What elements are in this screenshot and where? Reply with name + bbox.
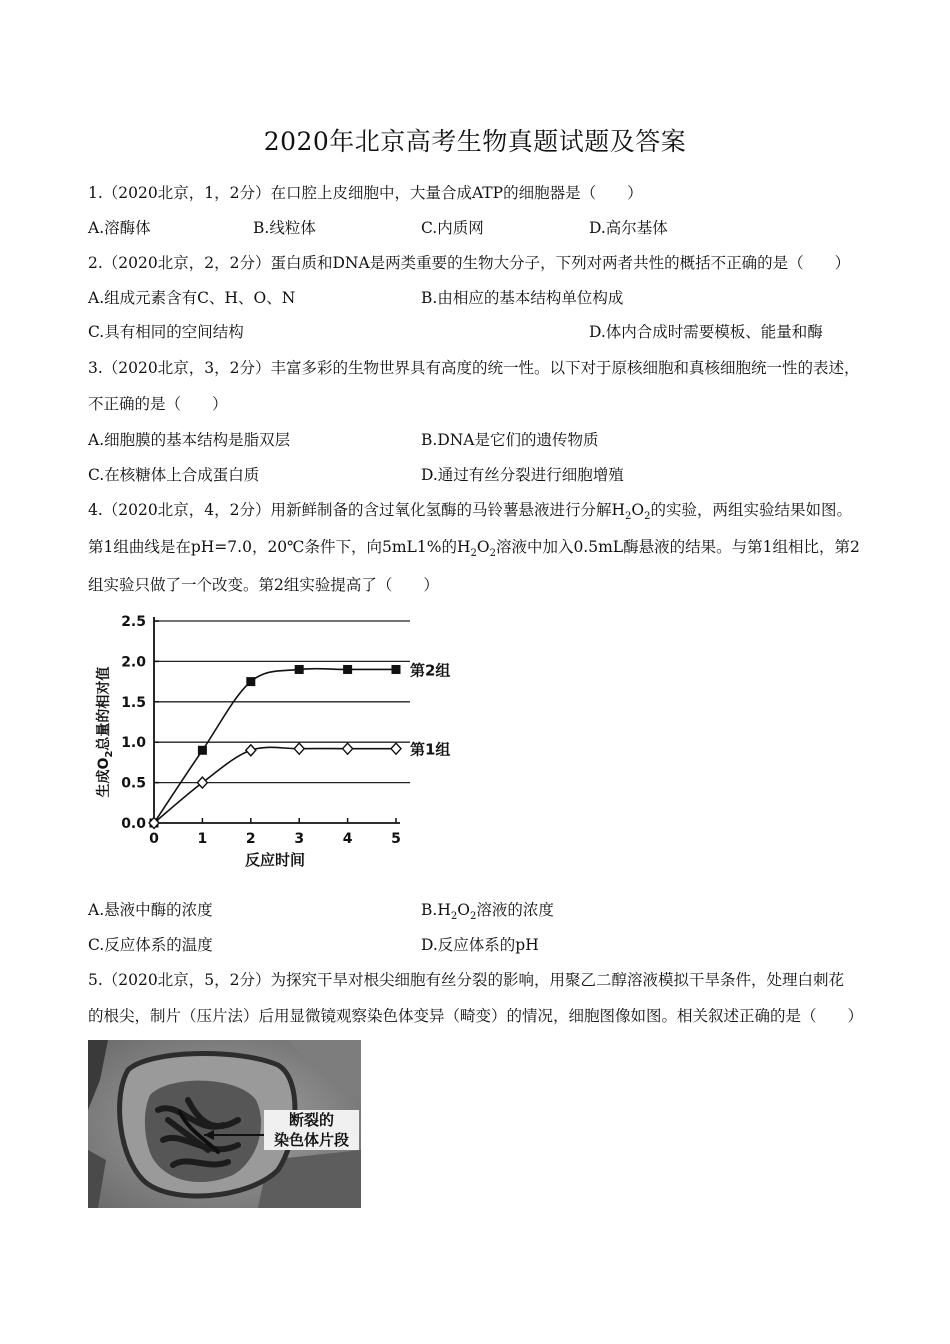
data-point-diamond [391,743,401,754]
q4-option-a: A.悬液中酶的浓度 [88,901,213,919]
series-line [154,747,396,823]
q3-option-d: D.通过有丝分裂进行细胞增殖 [421,466,624,484]
q2-option-c: C.具有相同的空间结构 [88,323,244,341]
y-tick-label: 0.0 [121,816,146,832]
series-line [154,669,396,823]
q4-option-d: D.反应体系的pH [421,936,539,954]
q4-stem-line3: 组实验只做了一个改变。第2组实验提高了（ ） [88,576,439,594]
q1-stem: 1.（2020北京，1，2分）在口腔上皮细胞中，大量合成ATP的细胞器是（ ） [88,184,643,202]
data-point-square [392,665,401,674]
data-point-square [343,665,352,674]
x-tick-label: 1 [197,831,208,847]
y-tick-label: 1.0 [121,735,146,752]
y-axis-label [95,667,115,798]
y-tick-label: 2.0 [121,654,146,671]
q1-option-a: A.溶酶体 [88,219,151,237]
o2-production-chart [88,605,460,875]
x-tick-label: 5 [391,831,401,847]
q2-option-b: B.由相应的基本结构单位构成 [421,289,624,307]
data-point-square [295,665,304,674]
micrograph-image [88,1040,361,1208]
q3-stem-line2: 不正确的是（ ） [88,395,228,413]
y-tick-label: 0.5 [121,775,146,792]
q2-stem: 2.（2020北京，2，2分）蛋白质和DNA是两类重要的生物大分子，下列对两者共性的概括不正确的是（ ） [88,254,851,272]
y-axis-label-part: 总量的相对值 [96,666,112,751]
series-label: 第2组 [410,661,451,680]
y-axis-label-part: 生成O [96,757,112,798]
q2-option-a: A.组成元素含有C、H、O、N [88,289,296,307]
q2-option-d: D.体内合成时需要模板、能量和酶 [589,323,823,341]
x-tick-label: 4 [342,831,353,847]
q5-stem-line2: 的根尖，制片（压片法）后用显微镜观察染色体变异（畸变）的情况，细胞图像如图。相关叙述正确的是（ ） [88,1007,864,1025]
x-tick-label: 2 [245,831,256,847]
q5-stem-line1: 5.（2020北京，5，2分）为探究干旱对根尖细胞有丝分裂的影响，用聚乙二醇溶液模拟干旱条件，处理白刺花 [88,971,844,989]
q1-option-d: D.高尔基体 [589,219,668,237]
y-axis-label-subscript: 2 [104,750,115,758]
data-point-square [198,746,207,755]
q4-stem-line1: 4.（2020北京，4，2分）用新鲜制备的含过氧化氢酶的马铃薯悬液进行分解$H_2O_2$的实验，两组实验结果如图。 [88,501,852,523]
q1-option-b: B.线粒体 [253,219,316,237]
data-point-diamond [246,745,256,756]
data-point-square [246,677,255,686]
q4-option-b: $B.H_2O_2$溶液的浓度 [421,901,554,923]
q1-option-c: C.内质网 [421,219,484,237]
page-title: 2020年北京高考生物真题试题及答案 [263,127,687,156]
chromosome-fragment-label: 断裂的 染色体片段 [264,1110,359,1150]
q3-option-c: C.在核糖体上合成蛋白质 [88,466,260,484]
y-tick-label: 1.5 [121,694,146,711]
data-point-diamond [294,743,304,754]
q3-stem-line1: 3.（2020北京，3，2分）丰富多彩的生物世界具有高度的统一性。以下对于原核细胞和真核细胞统一性的表述， [88,359,860,377]
data-point-diamond [343,743,353,754]
data-point-diamond [197,777,207,788]
q4-option-c: C.反应体系的温度 [88,936,213,954]
y-tick-label: 2.5 [121,614,146,630]
x-tick-label: 0 [149,831,159,847]
q4-stem-line2: 第1组曲线是在pH=7.0，20℃条件下，向5mL1%的$H_2O_2$溶液中加入0.5mL酶悬液的结果。与第1组相比，第2 [88,538,860,560]
series-label: 第1组 [410,740,451,759]
q3-option-a: A.细胞膜的基本结构是脂双层 [88,431,291,449]
q3-option-b: B.DNA是它们的遗传物质 [421,431,599,449]
x-axis-label: 反应时间 [244,851,306,869]
x-tick-label: 3 [294,831,305,847]
